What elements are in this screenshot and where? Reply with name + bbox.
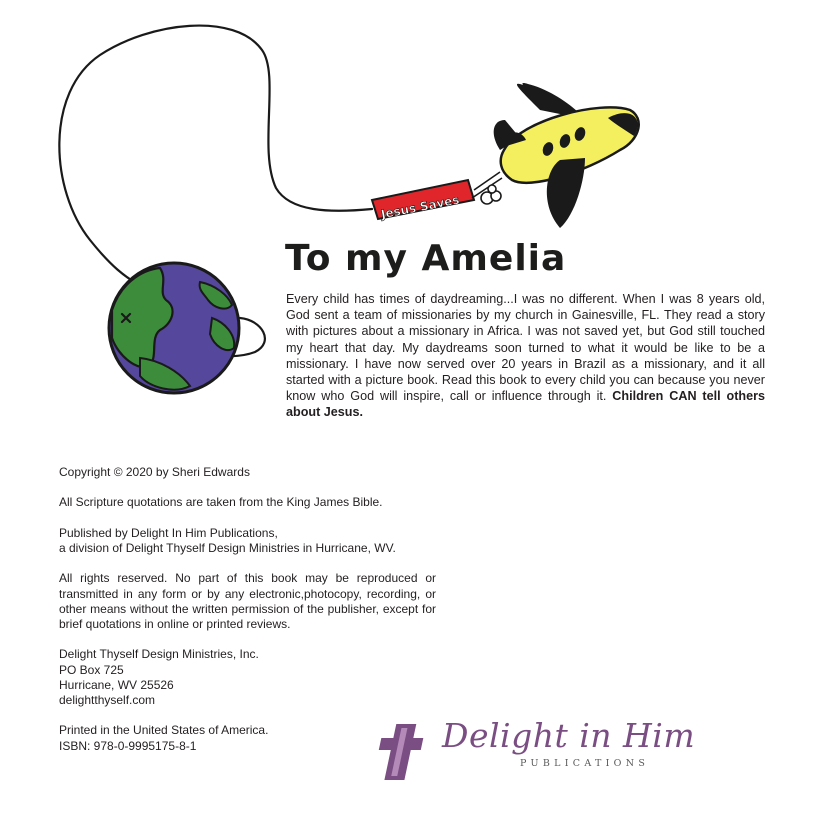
publisher-logo — [386, 716, 696, 776]
address-org: Delight Thyself Design Ministries, Inc. — [59, 647, 259, 662]
published-by: Published by Delight In Him Publications, — [59, 525, 278, 540]
address-block — [59, 647, 436, 708]
print-info — [59, 723, 436, 753]
dedication-text — [286, 291, 765, 421]
address-po-box: PO Box 725 — [59, 662, 124, 677]
dedication-body: Every child has times of daydreaming...I was no different. When I was 8 years old, God sent a team of missionaries by my church in Gainesville, FL. They read a story with pictures about a missionary in Africa. I was not saved yet, but God still touched my heart that day. My daydreams soon turned to what it would be like to be a missionary. I have now served over 20 years in Brazil as a missionary, and it all started with a picture book. Read this book to every child you can because you never know who God will inspire, call or influence through it. — [286, 292, 765, 404]
jesus-saves-banner — [372, 180, 474, 222]
rights-statement: All rights reserved. No part of this book may be reproduced or transmitted in any form or by any electronic,photocopy, recording, or other means without the written permission of the publisher, except for brief quotations in online or printed reviews. — [59, 571, 436, 631]
isbn: ISBN: 978-0-9995175-8-1 — [59, 738, 197, 753]
logo-subtitle: PUBLICATIONS — [520, 758, 650, 769]
copyright-notice: Copyright © 2020 by Sheri Edwards — [59, 465, 250, 479]
banner-text: Jesus Saves — [379, 192, 461, 222]
publisher-division: a division of Delight Thyself Design Ministries in Hurricane, WV. — [59, 540, 396, 555]
globe-icon — [109, 263, 239, 393]
logo-name: Delight in Him — [442, 716, 696, 755]
address-website: delightthyself.com — [59, 692, 156, 707]
publisher-info — [59, 526, 436, 556]
dedication-title: To my Amelia — [285, 238, 567, 279]
cloud-puffs-icon — [481, 185, 501, 204]
copyright-block — [59, 465, 436, 769]
address-city: Hurricane, WV 25526 — [59, 677, 174, 692]
dedication-emphasis: Children CAN tell others about Jesus. — [286, 389, 766, 420]
printed-in: Printed in the United States of America. — [59, 723, 269, 738]
scripture-note: All Scripture quotations are taken from the King James Bible. — [59, 495, 383, 510]
airplane-icon — [494, 83, 639, 228]
